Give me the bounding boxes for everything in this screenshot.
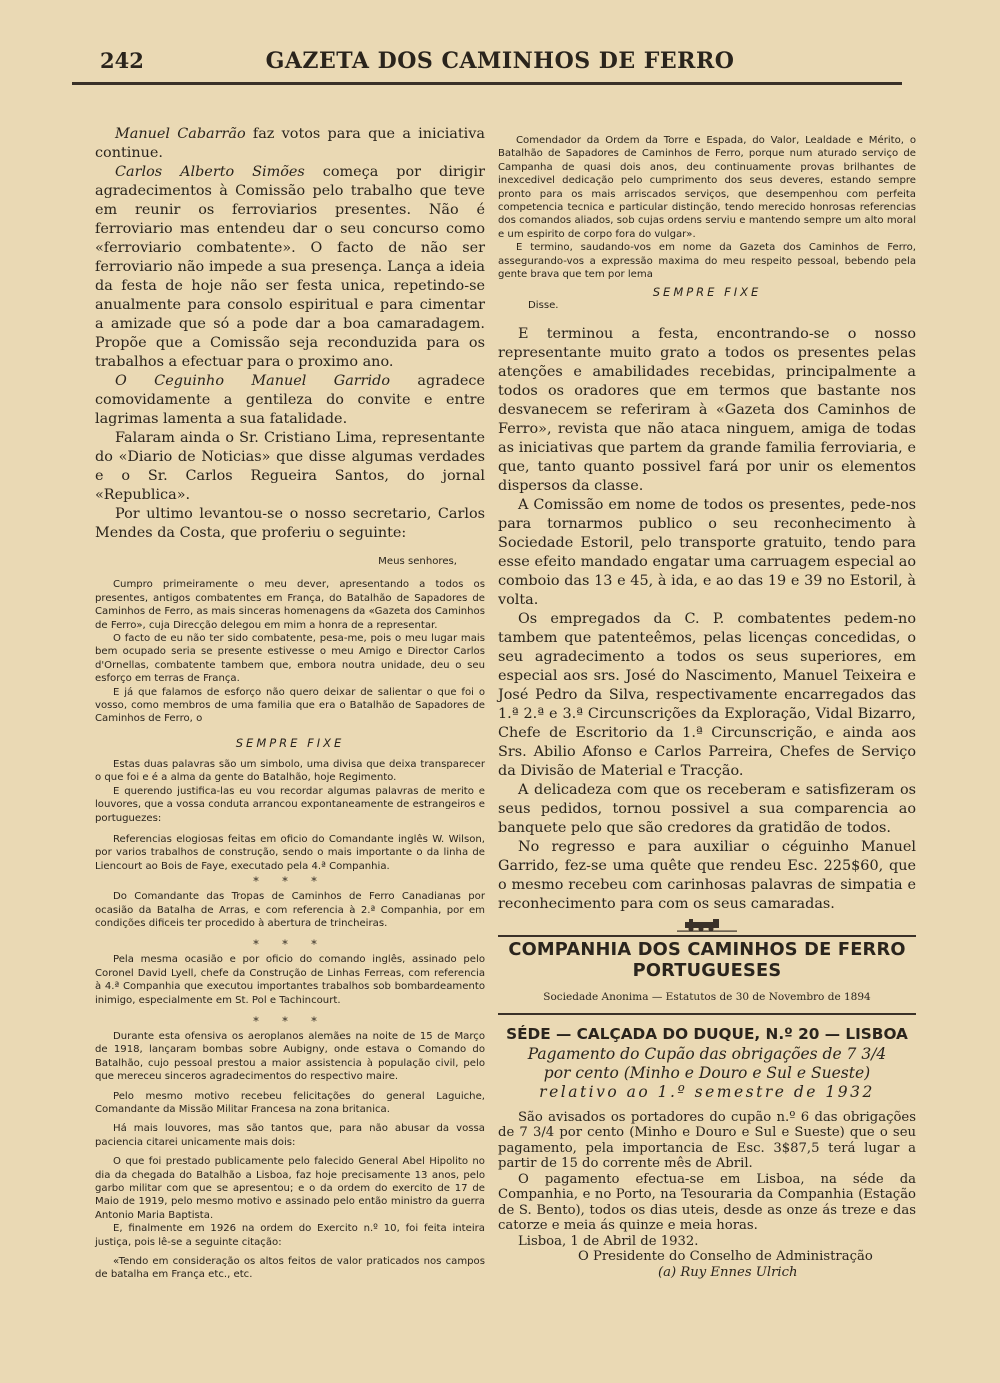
journal-title: GAZETA DOS CAMINHOS DE FERRO <box>265 48 735 74</box>
salutation: Meus senhores, <box>378 556 457 567</box>
company-subtitle: Sociedade Anonima — Estatutos de 30 de Novembro de 1894 <box>543 990 871 1003</box>
speech-paragraph: E querendo justifica-las eu vou recordar algumas palavras de merito e louvores, que a vossa conduta arrancou expontaneamente de estrangeiros e portuguezes: <box>95 785 485 824</box>
speech-paragraph: Do Comandante das Tropas de Caminhos de Ferro Canadianas por ocasião da Batalha de Arras, e com referencia à 2.ª Companhia, por em condições dificeis ter procedido à abertura de trincheiras. <box>95 891 485 929</box>
stars-divider: * * * <box>253 1014 327 1028</box>
notice-title-line: por cento (Minho e Douro e Sul e Sueste) <box>543 1063 871 1082</box>
speech-paragraph: Referencias elogiosas feitas em oficio do Comandante inglês W. Wilson, por varios trabalhos de construção, sendo o mais importante o da linha de Liencourt ao Bois de Faye, executado pela 4.ª Companhia. <box>95 833 485 872</box>
paragraph <box>95 125 485 163</box>
paragraph: A delicadeza com que os receberam e satisfizeram os seus pedidos, tornou possivel a sua comparencia ao banquete pelo que são credores da gratidão de todos. <box>498 781 916 836</box>
motto: SEMPRE FIXE <box>652 285 762 300</box>
speech-paragraph: Estas duas palavras são um simbolo, uma divisa que deixa transparecer o que foi e é a alma da gente do Batalhão, hoje Regimento. <box>95 758 485 784</box>
paragraph: No regresso e para auxiliar o céguinho Manuel Garrido, fez-se uma quête que rendeu Esc. 225$60, que o mesmo recebeu com carinhosas palavras de simpatia e reconhecimento para com os seus camaradas. <box>498 838 916 912</box>
page-header <box>100 46 900 74</box>
stars-divider: * * * <box>253 938 327 952</box>
paragraph-text: começa por dirigir agradecimentos à Comissão pelo trabalho que teve em reunir os ferroviarios presentes. Não é ferroviario mas entendeu dar o seu concurso como «ferroviario combatente». O facto de não ser ferroviario não impede a sua presença. Lança a ideia da festa de hoje não ser festa unica, repetindo-se anualmente para consolo espiritual e para cimentar a amizade que só a pode dar a boa camaradagem. Propõe que a Comissão seja reconduzida para os trabalhos a efectuar para o proximo ano. <box>95 164 485 370</box>
stars-divider: * * * <box>253 875 327 889</box>
paragraph: Os empregados da C. P. combatentes pedem-no tambem que patenteêmos, pelas licenças concedidas, o seu agradecimento a todos os seus superiores, em especial aos srs. José do Nascimento, Manuel Teixeira e José Pedro da Silva, respectivamente encarregados das 1.ª 2.ª e 3.ª Circunscrições da Exploração, Vidal Bizarro, Chefe de Escritorio da 1.ª Circunscrição, e ainda aos Srs. Abilio Afonso e Carlos Parreira, Chefes de Serviço da Divisão de Material e Tracção. <box>498 610 916 779</box>
paragraph: A Comissão em nome de todos os presentes, pede-nos para tornarmos publico o seu reconhecimento à Sociedade Estoril, pelo transporte gratuito, tendo para esse efeito mandado engatar uma carruagem especial ao comboio das 13 e 45, à ida, e ao das 19 e 39 no Estoril, à volta. <box>498 496 916 608</box>
motto: SEMPRE FIXE <box>235 735 345 750</box>
speech-paragraph: Comendador da Ordem da Torre e Espada, do Valor, Lealdade e Mérito, o Batalhão de Sapadores de Caminhos de Ferro, porque num aturado serviço de Campanha de quasi dois anos, deu continuamente provas brilhantes de inexcedivel dedicação pelo cumprimento dos seus deveres, estando sempre pronto para os mais arriscados serviços, que desempenhou com perfeita competencia tecnica e particular distinção, tendo merecido honrosas referencias dos comandos aliados, sob cujas ordens serviu e mantendo sempre um alto moral e um espirito de corpo fora do vulgar». <box>498 135 916 240</box>
paragraph <box>95 372 485 429</box>
speech-paragraph: Pelo mesmo motivo recebeu felicitações do general Laguiche, Comandante da Missão Militar Francesa na zona britanica. <box>95 1090 485 1115</box>
speech-paragraph: E termino, saudando-vos em nome da Gazeta dos Caminhos de Ferro, assegurando-vos a expressão maxima do meu respeito pessoal, bebendo pela gente brava que tem por lema <box>498 242 916 281</box>
speech-paragraph: Durante esta ofensiva os aeroplanos alemães na noite de 15 de Março de 1918, lançaram bombas sobre Aubigny, onde estava o Comando do Batalhão, cujo pessoal prestou a maior assistencia à população civil, pelo que mereceu sinceros agradecimentos do respectivo maire. <box>95 1030 485 1083</box>
header-rule <box>72 82 902 85</box>
speaker-name: Manuel Cabarrão <box>115 126 246 142</box>
paragraph-text: agradece comovidamente a gentileza do convite e entre lagrimas lamenta a sua fatalidade. <box>95 373 485 427</box>
page-number: 242 <box>100 48 144 73</box>
notice-paragraph: O pagamento efectua-se em Lisboa, na séde da Companhia, e no Porto, na Tesouraria da Companhia (Estação de S. Bento), todos os dias uteis, desde as onze ás treze e das catorze e meia ás quinze e meia horas. <box>498 1171 916 1234</box>
speaker-name: Carlos Alberto Simões <box>115 164 305 180</box>
speech-paragraph: E, finalmente em 1926 na ordem do Exercito n.º 10, foi feita inteira justiça, pois lê-se a seguinte citação: <box>95 1223 485 1248</box>
speech-paragraph: Pela mesma ocasião e por oficio do comando inglês, assinado pelo Coronel David Lyell, chefe da Construção de Linhas Ferreas, com referencia à 4.ª Companhia que executou importantes trabalhos sob bombardeamento inimigo, especialmente em St. Pol e Tachincourt. <box>95 954 485 1006</box>
headquarters: SÉDE — CALÇADA DO DUQUE, N.º 20 — LISBOA <box>506 1024 908 1043</box>
advert-block <box>498 918 916 1281</box>
speech-paragraph: O que foi prestado publicamente pelo falecido General Abel Hipolito no dia da chegada do Batalhão a Lisboa, faz hoje precisamente 13 anos, pelo garbo militar com que se apresentou; e o da ordem do exercito de 17 de Maio de 1919, pelo mesmo motivo e assinado pelo então ministro da guerra Antonio Maria Baptista. <box>95 1156 485 1221</box>
paragraph <box>95 163 485 372</box>
speech-close: Disse. <box>528 300 559 312</box>
notice-signoff: O Presidente do Conselho de Administração <box>578 1249 873 1265</box>
notice-paragraph: São avisados os portadores do cupão n.º 6 das obrigações de 7 3/4 por cento (Minho e Douro e Sul e Sueste) que o seu pagamento, pela importancia de Esc. 3$87,5 terá lugar a partir de 15 do corrente mês de Abril. <box>498 1109 916 1172</box>
train-ornament-icon <box>498 918 916 935</box>
speech-paragraph: Há mais louvores, mas são tantos que, para não abusar da vossa paciencia citarei unicamente mais dois: <box>95 1123 485 1148</box>
notice-signature: (a) Ruy Ennes Ulrich <box>658 1264 798 1280</box>
paragraph-text: faz votos para que a iniciativa continue. <box>95 126 485 161</box>
speech-paragraph: O facto de eu não ter sido combatente, pesa-me, pois o meu lugar mais bem ocupado seria se presente estivesse o meu Amigo e Director Carlos d'Ornellas, combatente tambem que, embora noutra unidade, deu o seu esforço em terras de França. <box>95 633 485 685</box>
advert-rule <box>498 1013 916 1015</box>
paragraph: Por ultimo levantou-se o nosso secretario, Carlos Mendes da Costa, que proferiu o seguinte: <box>95 506 485 541</box>
paragraph: Falaram ainda o Sr. Cristiano Lima, representante do «Diario de Noticias» que disse algumas verdades e o Sr. Carlos Regueira Santos, do jornal «Republica». <box>95 430 485 503</box>
notice-title-line: Pagamento do Cupão das obrigações de 7 3/4 <box>527 1044 887 1063</box>
notice-date: Lisboa, 1 de Abril de 1932. <box>518 1233 699 1249</box>
right-column <box>498 134 916 1280</box>
speech-paragraph: Cumpro primeiramente o meu dever, apresentando a todos os presentes, antigos combatentes em França, do Batalhão de Sapadores de Caminhos de Ferro, as mais sinceras homenagens da «Gazeta dos Caminhos de Ferro», cuja Direcção delegou em mim a honra de a representar. <box>95 579 485 631</box>
speech-paragraph: E já que falamos de esforço não quero deixar de salientar o que foi o vosso, como membros de uma familia que era o Batalhão de Sapadores de Caminhos de Ferro, o <box>95 686 485 725</box>
notice-title-line: relativo ao 1.º semestre de 1932 <box>539 1082 875 1101</box>
speech-paragraph: «Tendo em consideração os altos feitos de valor praticados nos campos de batalha em França etc., etc. <box>95 1256 485 1281</box>
advert-rule <box>498 935 916 937</box>
paragraph: E terminou a festa, encontrando-se o nosso representante muito grato a todos os presentes pelas atenções e amabilidades recebidas, principalmente a todos os oradores que em termos que bastante nos desvanecem se referiram à «Gazeta dos Caminhos de Ferro», revista que não ataca ninguem, amiga de todas as iniciativas que partem da grande familia ferroviaria, e que, tanto quanto possivel fará por unir os elementos dispersos da classe. <box>498 325 916 494</box>
company-name: COMPANHIA DOS CAMINHOS DE FERRO PORTUGUESES <box>508 938 906 981</box>
speaker-name: O Ceguinho Manuel Garrido <box>115 373 391 389</box>
locomotive-icon <box>677 918 737 932</box>
left-column <box>95 125 485 1282</box>
